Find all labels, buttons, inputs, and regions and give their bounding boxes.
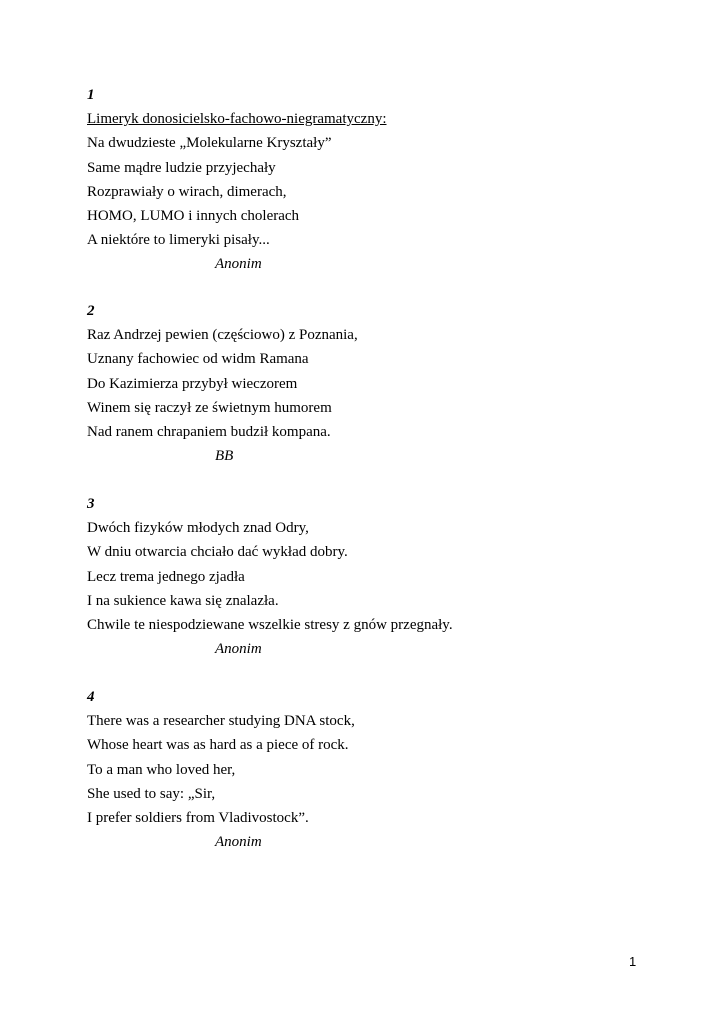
poem-line: Whose heart was as hard as a piece of rock. — [87, 737, 349, 754]
poem-title: Limeryk donosicielsko-fachowo-niegramatyczny: — [87, 111, 387, 128]
poem-line: Raz Andrzej pewien (częściowo) z Poznania, — [87, 327, 358, 344]
poem-number: 3 — [87, 496, 95, 512]
poem-line: HOMO, LUMO i innych cholerach — [87, 207, 300, 224]
poem-line: A niektóre to limeryki pisały... — [87, 232, 270, 249]
poem-2 — [87, 299, 687, 468]
poem-line: Same mądre ludzie przyjechały — [87, 159, 276, 176]
poem-line: Winem się raczył ze świetnym humorem — [87, 399, 332, 416]
poem-line: She used to say: „Sir, — [87, 785, 216, 802]
poem-line: Lecz trema jednego zjadła — [87, 568, 245, 585]
poem-number: 1 — [87, 87, 95, 103]
poem-line: Chwile te niespodziewane wszelkie stresy z gnów przegnały. — [87, 616, 453, 633]
poem-line: Dwóch fizyków młodych znad Odry, — [87, 520, 309, 537]
poem-line: Uznany fachowiec od widm Ramana — [87, 351, 309, 368]
page-number: 1 — [629, 954, 637, 969]
poem-line: Do Kazimierza przybył wieczorem — [87, 375, 298, 392]
poem-line: To a man who loved her, — [87, 761, 236, 778]
poem-3 — [87, 492, 687, 661]
poem-number: 4 — [87, 689, 95, 705]
poem-author: Anonim — [215, 256, 262, 273]
poem-line: There was a researcher studying DNA stock, — [87, 713, 355, 730]
poem-line: I na sukience kawa się znalazła. — [87, 592, 279, 609]
poem-author: BB — [215, 448, 234, 465]
poem-1 — [87, 83, 687, 277]
poem-line: Na dwudzieste „Molekularne Kryształy” — [87, 135, 332, 152]
poem-line: Rozprawiały o wirach, dimerach, — [87, 183, 287, 200]
poem-author: Anonim — [215, 834, 262, 851]
poem-4 — [87, 685, 687, 854]
poem-line: W dniu otwarcia chciało dać wykład dobry. — [87, 544, 348, 561]
poem-author: Anonim — [215, 641, 262, 658]
poem-number: 2 — [87, 303, 95, 319]
poem-line: I prefer soldiers from Vladivostock”. — [87, 809, 309, 826]
poem-line: Nad ranem chrapaniem budził kompana. — [87, 423, 331, 440]
